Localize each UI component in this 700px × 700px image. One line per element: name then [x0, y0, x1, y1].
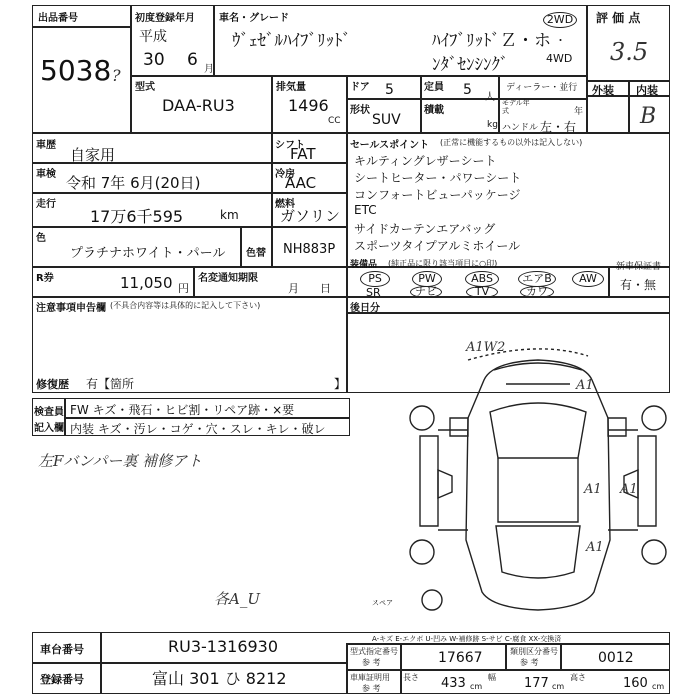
spare-label: スペア — [372, 599, 393, 607]
new-warranty: 有・無 — [620, 278, 657, 292]
repair-label: 修復歴 — [36, 378, 69, 391]
model-year-label: モデル年式 — [502, 99, 530, 115]
shift-value: FAT — [290, 145, 316, 163]
doors-value: 5 — [385, 82, 394, 98]
sales-point: キルティングレザーシート — [354, 154, 497, 168]
shape-value: SUV — [372, 112, 401, 128]
dealer-label: ディーラー・並行 — [506, 83, 578, 93]
type-designation-number: 17667 — [438, 650, 483, 666]
sales-point: コンフォートビューパッケージ — [354, 188, 521, 202]
map-a1-bottom: A1 — [586, 540, 604, 555]
equip-airbag: エアB — [518, 271, 556, 287]
plate-number: 富山 301 ひ 8212 — [152, 669, 287, 688]
first-reg-label: 初度登録年月 — [135, 13, 195, 24]
handle-label: ハンドル — [502, 123, 539, 133]
handle-value: 左・右 — [540, 120, 577, 134]
shape-label: 形状 — [350, 105, 370, 116]
model-label: 型式 — [135, 82, 155, 93]
sales-point: サイドカーテンエアバッグ — [354, 222, 496, 236]
mileage-value: 17万6千595 — [90, 207, 184, 226]
score-value: 3.5 — [610, 38, 649, 66]
capacity-label: 定員 — [424, 82, 444, 93]
sales-point: シートヒーター・パワーシート — [354, 171, 522, 185]
sales-point: ETC — [354, 203, 377, 217]
equip-pw: PW — [412, 271, 442, 287]
lot-label: 出品番号 — [38, 13, 78, 24]
class-number: 0012 — [598, 650, 634, 666]
length-value: 433 — [441, 676, 466, 691]
height-value: 160 — [623, 676, 648, 691]
interior-label: 内装 — [636, 84, 658, 97]
sales-point: スポーツタイプアルミホイール — [354, 239, 521, 253]
repair-value: 有【箇所 — [86, 377, 135, 391]
grade-line-1: ﾊｲﾌﾞﾘｯﾄﾞＺ・ホ — [432, 31, 551, 51]
notice-label: 注意事項申告欄 — [36, 303, 106, 314]
load-label: 積載 — [424, 105, 444, 116]
color-code: NH883P — [283, 242, 336, 257]
equip-leather: カワ — [520, 286, 554, 298]
plate-label: 登録番号 — [40, 673, 84, 686]
map-a1-right-far: A1 — [620, 482, 638, 497]
damage-legend: A-キズ E-エクボ U-凹み W-補修跡 S-サビ C-腐食 XX-交換済 — [372, 635, 562, 643]
chassis-number: RU3-1316930 — [168, 637, 279, 656]
inspector-line-1: FW キズ・飛石・ヒビ割・リペア跡・×要 — [70, 403, 295, 417]
width-value: 177 — [524, 676, 549, 691]
equip-sr: SR — [366, 286, 381, 299]
lot-number: 5038 — [40, 54, 112, 87]
displacement-label: 排気量 — [276, 82, 306, 93]
car-name-label: 車名・グレード — [219, 13, 289, 24]
drive-4wd: 4WD — [546, 52, 573, 65]
capacity-value: 5 — [463, 82, 472, 98]
map-a1-right-mid: A1 — [584, 482, 602, 497]
history-value: 自家用 — [70, 146, 116, 164]
fuel-value: ガソリン — [280, 207, 341, 225]
first-reg-year: 30 — [143, 50, 165, 70]
first-reg-era: 平成 — [139, 29, 167, 45]
model-code: DAA-RU3 — [162, 96, 235, 115]
equip-ps: PS — [360, 271, 390, 287]
equipment-label: 装備品 — [350, 260, 378, 270]
equip-tv: TV — [466, 286, 498, 298]
equip-navi: ナビ — [410, 286, 442, 298]
map-a1-right-top: A1 — [576, 378, 594, 393]
interior-grade: B — [640, 104, 657, 129]
first-reg-month: 6 — [187, 50, 198, 70]
equip-abs: ABS — [465, 271, 499, 287]
grade-line-2: ﾝﾀﾞｾﾝｼﾝｸﾞ — [432, 55, 509, 75]
map-a1w2: A1W2 — [466, 340, 506, 355]
sales-points-label: セールスポイント — [350, 140, 430, 151]
chassis-label: 車台番号 — [40, 643, 84, 656]
displacement-value: 1496 — [288, 96, 329, 115]
recycle-value: 11,050 — [120, 274, 173, 292]
handwritten-note-1: 左Fバンパー裏 補修アト — [38, 452, 203, 470]
new-warranty-label: 新車保証書 — [616, 262, 662, 272]
ac-value: AAC — [285, 174, 317, 192]
car-name: ｳﾞｪｾﾞﾙﾊｲﾌﾞﾘｯﾄﾞ — [232, 31, 351, 51]
color-value: プラチナホワイト・パール — [70, 246, 226, 261]
after-label: 後日分 — [350, 303, 380, 314]
equip-aw: AW — [572, 271, 604, 287]
inspection-date: 令和 7年 6月(20日) — [66, 174, 201, 192]
exterior-label: 外装 — [592, 84, 614, 97]
drive-2wd: 2WD — [543, 12, 577, 28]
inspector-line-2: 内装 キズ・汚レ・コゲ・穴・スレ・キレ・破レ — [70, 422, 326, 436]
score-label: 評 価 点 — [596, 11, 641, 25]
handwritten-note-2: 各A_U — [214, 590, 260, 608]
doors-label: ドア — [350, 82, 370, 93]
